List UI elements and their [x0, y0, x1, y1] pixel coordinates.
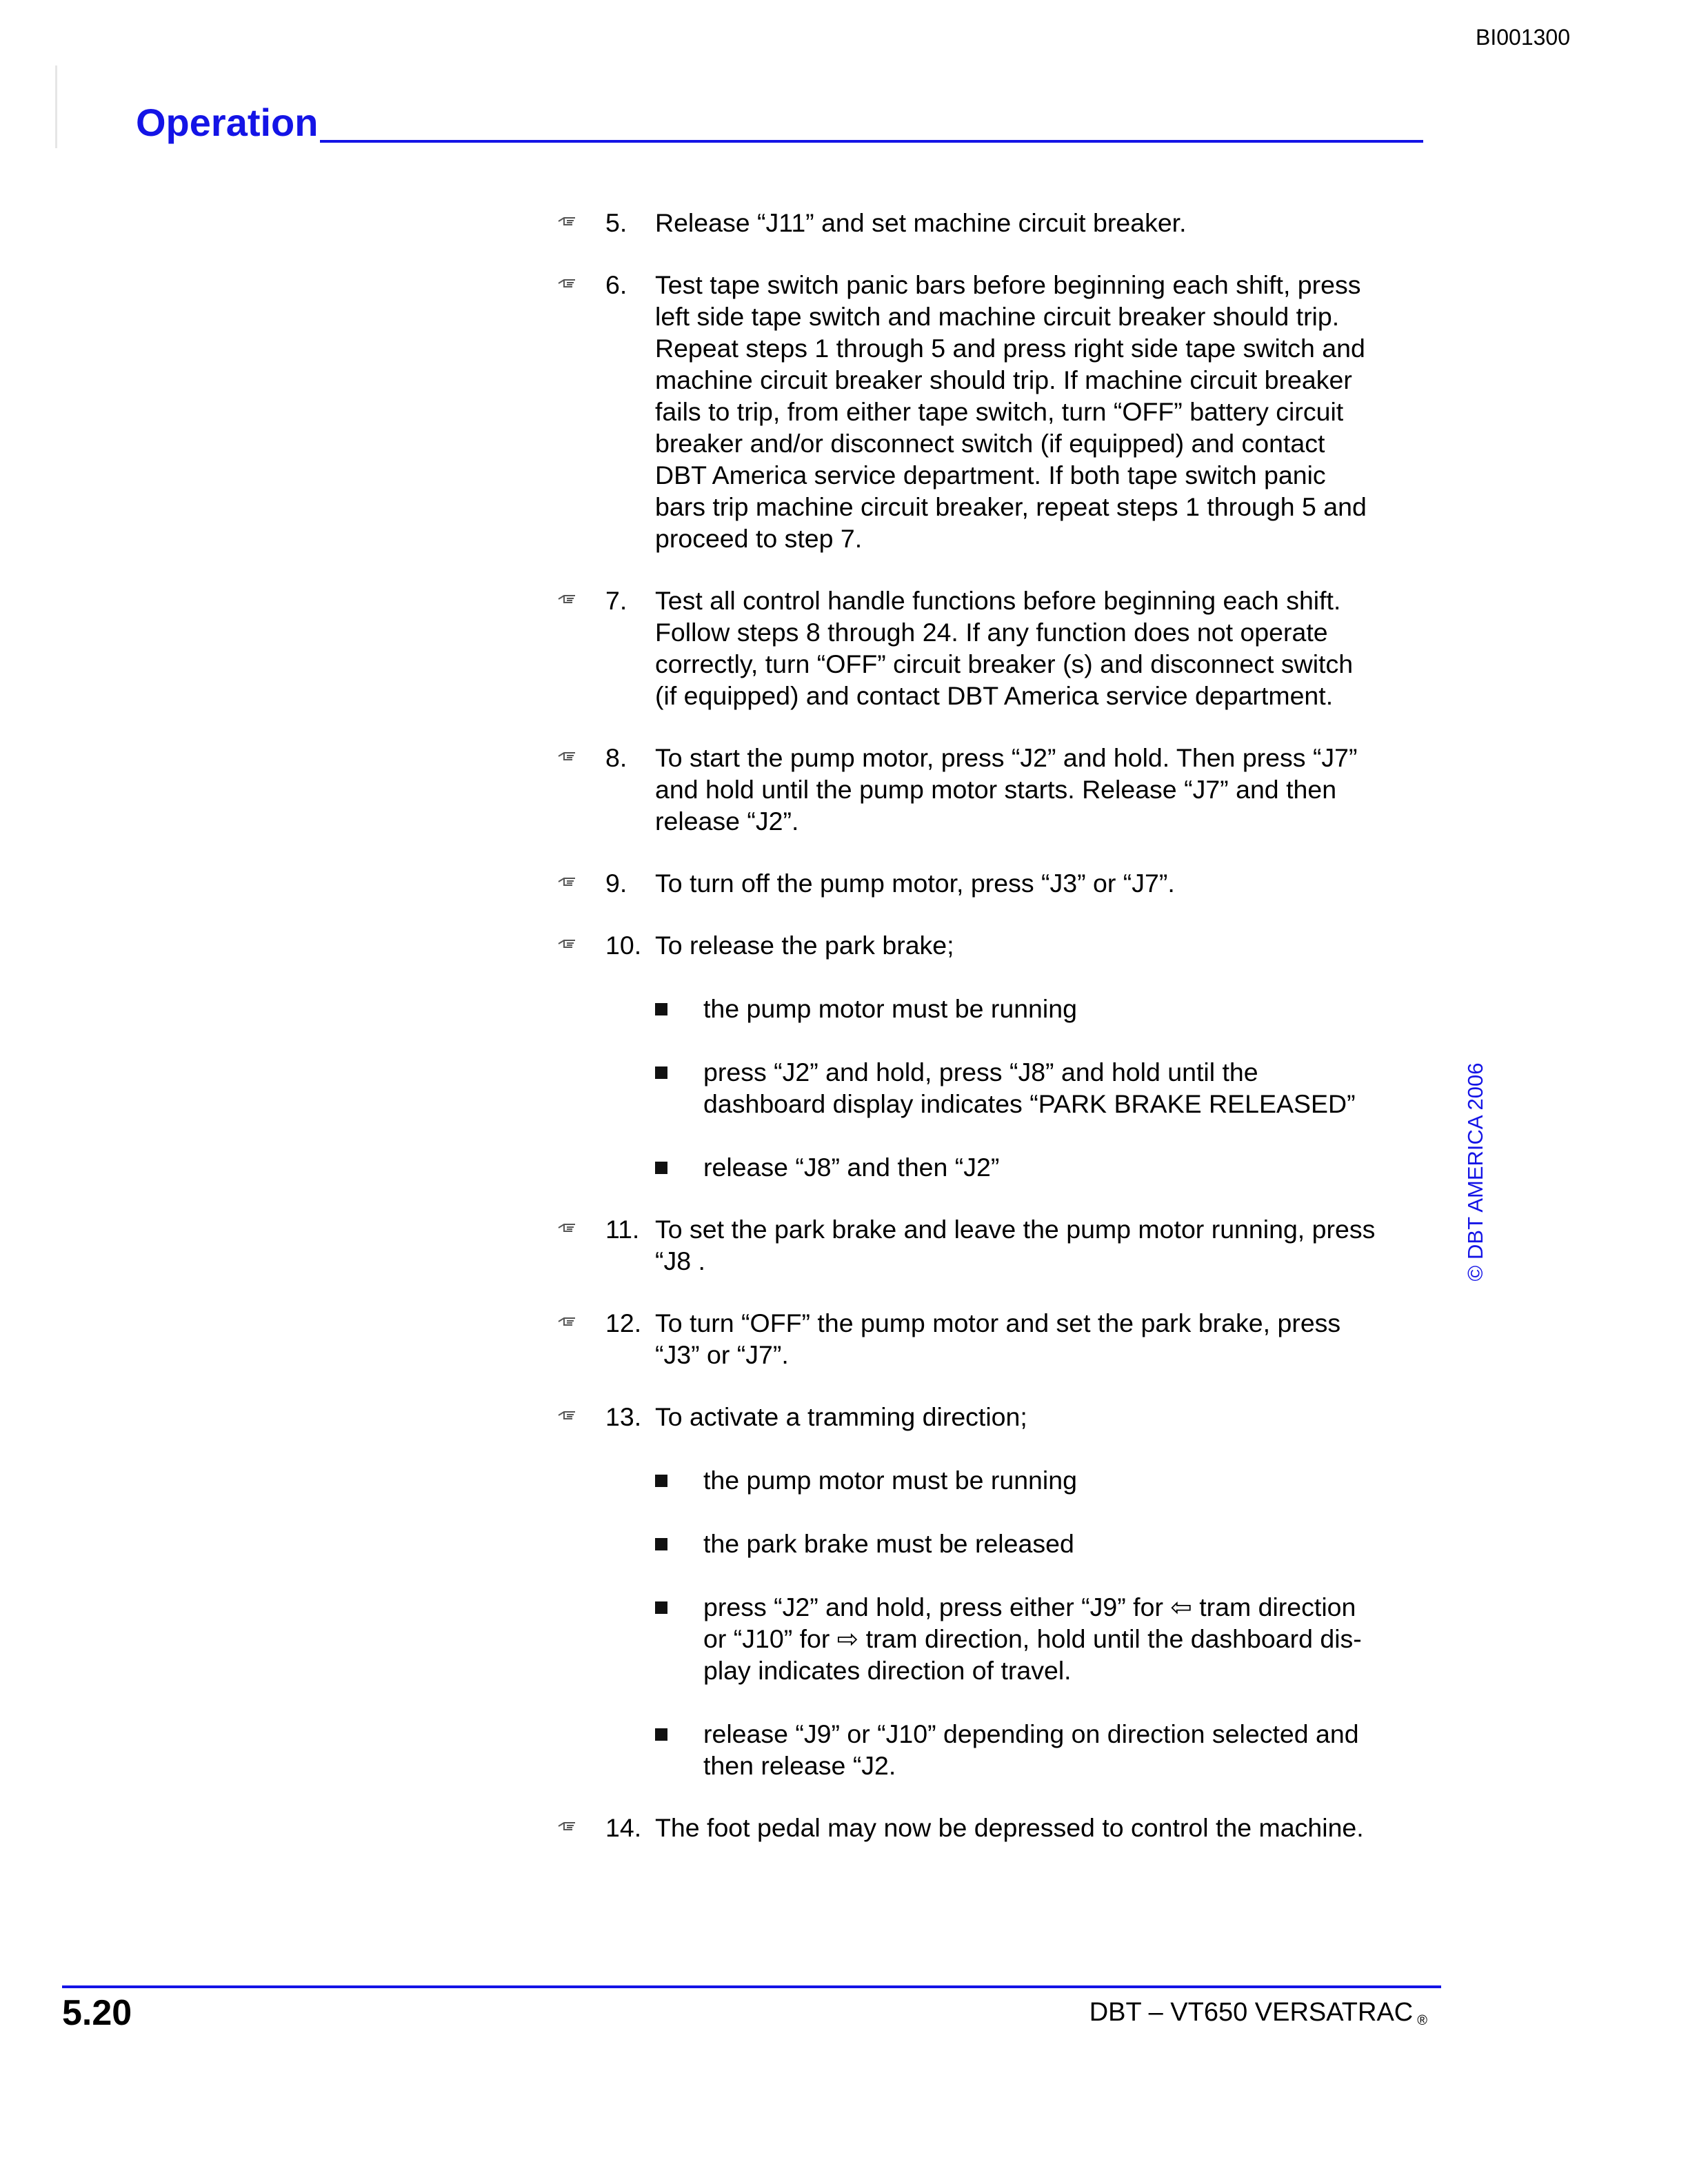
step-number: 8.	[605, 743, 627, 772]
section-title: Operation	[136, 101, 319, 144]
footer-title-text: DBT – VT650 VERSATRAC	[1089, 1998, 1414, 2027]
step-item	[552, 269, 1448, 554]
step-text: To set the park brake and leave the pump motor running, press “J8 .	[655, 1215, 1376, 1275]
steps-list	[552, 207, 1448, 1843]
document-id: BI001300	[1476, 25, 1571, 50]
copyright-notice: © DBT AMERICA 2006	[1463, 1062, 1487, 1282]
title-underline	[320, 140, 1423, 143]
step-text: Test all control handle functions before beginning each shift. Follow steps 8 through 24. If any function does not operate correctly, turn “OFF” circuit breaker (s) and disconnect switch (if equipped) and contact DBT America service department.	[655, 586, 1354, 710]
step-item	[552, 929, 1448, 1183]
step-number: 7.	[605, 586, 627, 615]
footer-product-title	[1089, 1998, 1427, 2028]
pointing-hand-icon	[557, 1215, 581, 1239]
footer-rule	[62, 1985, 1441, 1988]
bullet-item	[655, 1591, 1448, 1686]
pointing-hand-icon	[557, 931, 581, 955]
step-text: To activate a tramming direction;	[655, 1402, 1027, 1431]
bullet-text: the pump motor must be running	[703, 1466, 1077, 1495]
square-bullet-icon	[655, 1475, 667, 1487]
bullet-text: release “J9” or “J10” depending on direction selected and then release “J2.	[703, 1719, 1359, 1780]
step-text: Test tape switch panic bars before beginning each shift, press left side tape switch and machine circuit breaker should trip. Repeat steps 1 through 5 and press right side tape switch and machine circuit breaker should trip. If machine circuit breaker fails to trip, from either tape switch, turn “OFF” battery circuit breaker and/or disconnect switch (if equipped) and contact DBT America service department. If both tape switch panic bars trip machine circuit breaker, repeat steps 1 through 5 and proceed to step 7.	[655, 270, 1367, 553]
pointing-hand-icon	[557, 1309, 581, 1333]
pointing-hand-icon	[557, 587, 581, 610]
step-text: To release the park brake;	[655, 931, 954, 960]
bullet-list	[655, 1464, 1448, 1781]
step-number: 10.	[605, 931, 642, 960]
bullet-text: press “J2” and hold, press either “J9” for ⇦ tram direction or “J10” for ⇨ tram direction, hold until the dashboard dis- play indicates direction of travel.	[703, 1593, 1362, 1685]
step-item	[552, 1812, 1448, 1843]
step-number: 12.	[605, 1308, 642, 1337]
bullet-item	[655, 1528, 1448, 1559]
square-bullet-icon	[655, 1003, 667, 1015]
step-number: 6.	[605, 270, 627, 299]
step-text: To turn off the pump motor, press “J3” or “J7”.	[655, 869, 1175, 898]
registered-mark: ®	[1417, 2013, 1427, 2028]
step-text: Release “J11” and set machine circuit breaker.	[655, 208, 1187, 237]
pointing-hand-icon	[557, 1814, 581, 1837]
step-text: To turn “OFF” the pump motor and set the park brake, press “J3” or “J7”.	[655, 1308, 1341, 1369]
page-number: 5.20	[62, 1993, 132, 2033]
step-number: 9.	[605, 869, 627, 898]
step-item	[552, 1401, 1448, 1781]
step-number: 14.	[605, 1813, 642, 1842]
square-bullet-icon	[655, 1728, 667, 1741]
step-number: 11.	[605, 1215, 640, 1244]
step-item	[552, 207, 1448, 239]
step-text: The foot pedal may now be depressed to control the machine.	[655, 1813, 1364, 1842]
bullet-item	[655, 1718, 1448, 1781]
bullet-item	[655, 1056, 1448, 1120]
step-item	[552, 585, 1448, 711]
bullet-text: the park brake must be released	[703, 1529, 1074, 1558]
square-bullet-icon	[655, 1162, 667, 1174]
step-number: 5.	[605, 208, 627, 237]
square-bullet-icon	[655, 1538, 667, 1550]
bullet-list	[655, 993, 1448, 1183]
pointing-hand-icon	[557, 869, 581, 893]
margin-mark	[55, 65, 57, 148]
step-text: To start the pump motor, press “J2” and hold. Then press “J7” and hold until the pump motor starts. Release “J7” and then release “J2”.	[655, 743, 1358, 836]
bullet-text: press “J2” and hold, press “J8” and hold until the dashboard display indicates “PARK BRAKE RELEASED”	[703, 1058, 1356, 1118]
pointing-hand-icon	[557, 1403, 581, 1426]
square-bullet-icon	[655, 1066, 667, 1079]
step-item	[552, 1213, 1448, 1277]
bullet-item	[655, 1464, 1448, 1496]
step-number: 13.	[605, 1402, 642, 1431]
bullet-text: release “J8” and then “J2”	[703, 1153, 1000, 1182]
step-item	[552, 742, 1448, 837]
pointing-hand-icon	[557, 744, 581, 767]
bullet-text: the pump motor must be running	[703, 994, 1077, 1023]
square-bullet-icon	[655, 1601, 667, 1614]
bullet-item	[655, 1151, 1448, 1183]
step-item	[552, 867, 1448, 899]
step-item	[552, 1307, 1448, 1371]
bullet-item	[655, 993, 1448, 1024]
pointing-hand-icon	[557, 209, 581, 232]
pointing-hand-icon	[557, 271, 581, 294]
